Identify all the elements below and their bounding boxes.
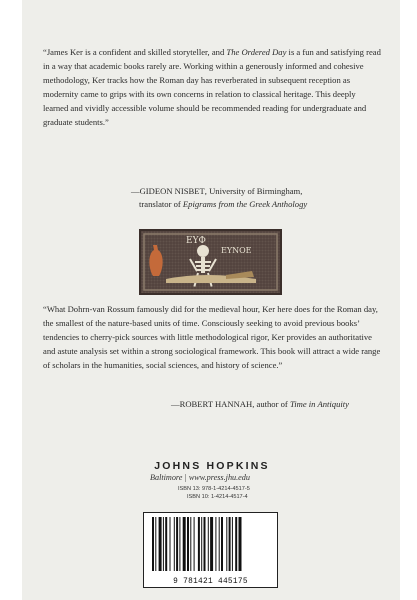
quote-1-title: The Ordered Day [226,47,287,57]
barcode-digits: 9 781421 445175 [173,578,248,586]
isbn-10: ISBN 10: 1-4214-4517-4 [187,494,248,500]
barcode-bar [165,517,167,571]
barcode-bars [144,513,277,575]
barcode-bar [208,517,209,571]
quote-1-text-start: “James Ker is a confident and skilled storyteller, and [43,47,227,57]
barcode-bar [235,517,237,571]
quote-1-author: —GIDEON NISBET [131,186,205,196]
barcode-bar [201,517,202,571]
mosaic-inscription-left: ΕΥΦ [186,236,206,246]
barcode-bar [204,517,206,571]
quote-2-attribution [171,398,349,411]
barcode-bar [198,517,200,571]
barcode-bar [174,517,175,571]
barcode-bar [215,517,216,571]
isbn-13: ISBN 13: 978-1-4214-4517-5 [178,486,250,492]
blurb-quote-1 [43,45,383,130]
quote-1-affiliation: , University of Birmingham, [204,186,303,196]
barcode [143,512,278,588]
publisher-line: Baltimore | www.press.jhu.edu [150,473,250,482]
barcode-bar [170,517,171,571]
quote-1-role: translator of [139,199,183,209]
mosaic-inscription-right: ΕΥΝΟΕ [221,246,252,255]
barcode-bar [183,517,186,571]
quote-2-author: —ROBERT HANNAH [171,399,253,409]
barcode-bar [163,517,164,571]
barcode-bar [232,517,233,571]
barcode-bar [226,517,227,571]
quote-2-book-title: Time in Antiquity [289,399,349,409]
barcode-bar [239,517,242,571]
publisher-url: www.press.jhu.edu [188,473,250,482]
barcode-bar [229,517,231,571]
mosaic-image [139,229,282,295]
barcode-bar [176,517,178,571]
barcode-bar [155,517,156,571]
barcode-bar [194,517,195,571]
quote-1-book-title: Epigrams from the Greek Anthology [182,199,308,209]
quote-2-text: “What Dohrn-van Rossum famously did for the medieval hour, Ker here does for the Roman day, the smallest of the nature-based units of time. Consciously seeking to avoid previous books’ tendencies to cherry-pick sources with little methodological rigor, Ker provides an authoritative and astute analysis set within a strong sociological framework. This book will attract a wide range of scholars in the humanities, social sciences, and history of science.” [43,304,381,371]
barcode-bar [187,517,189,571]
publisher-city: Baltimore [150,473,183,482]
barcode-bar [219,517,220,571]
quote-1-attribution-line2 [139,198,307,211]
barcode-bar [152,517,154,571]
barcode-bar [210,517,213,571]
barcode-bar [159,517,162,571]
publisher-name: JOHNS HOPKINS [154,460,270,472]
quote-2-role: , author of [252,399,290,409]
quote-1-text-rest: is a fun and satisfying read in a way that academic books rarely are. Working within a generously informed and cohesive methodology, Ker tracks how the Roman day has reverberated in subsequent reception as modernity came to grips with its own concerns in relation to classical heritage. This deeply learned and vividly accessible volume should be recommended reading for undergraduate and graduate students.” [43,47,381,128]
barcode-bar [221,517,223,571]
barcode-bar [179,517,180,571]
blurb-quote-2 [43,302,383,372]
barcode-bar [190,517,191,571]
quote-1-attribution [131,185,302,198]
